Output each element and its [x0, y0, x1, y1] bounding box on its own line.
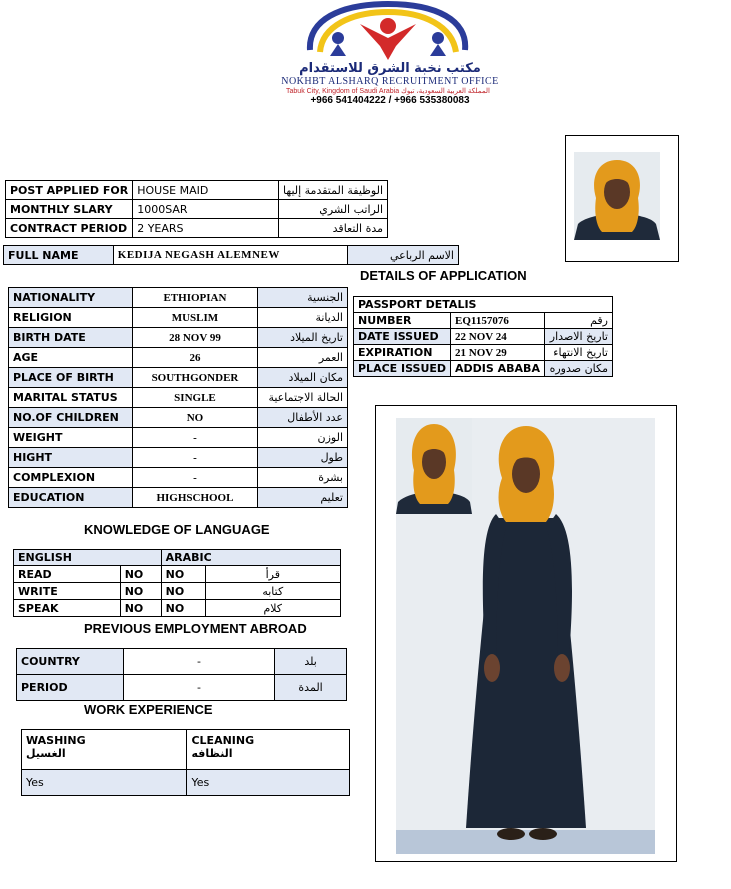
- personal-label: HIGHT: [9, 448, 133, 468]
- personal-row: [9, 328, 348, 348]
- contract-label-arabic: مدة التعاقد: [279, 219, 388, 238]
- passport-title: PASSPORT DETALIS: [354, 297, 613, 313]
- personal-label: COMPLEXION: [9, 468, 133, 488]
- employment-label-arabic: بلد: [275, 649, 347, 675]
- employment-value: -: [123, 649, 274, 675]
- personal-row: [9, 288, 348, 308]
- cleaning-label-arabic: النظافه: [191, 747, 233, 760]
- passport-value: 21 NOV 29: [451, 345, 545, 361]
- language-skill-label: READ: [14, 566, 121, 583]
- post-label-arabic: الوظيفة المتقدمة إليها: [279, 181, 388, 200]
- contract-value: 2 YEARS: [133, 219, 279, 238]
- language-skill-label: WRITE: [14, 583, 121, 600]
- employment-row: [17, 675, 347, 701]
- personal-label-arabic: بشرة: [258, 468, 348, 488]
- contract-label: CONTRACT PERIOD: [6, 219, 133, 238]
- language-row: [14, 600, 341, 617]
- language-skill-label-arabic: كتابه: [205, 583, 340, 600]
- personal-label: MARITAL STATUS: [9, 388, 133, 408]
- personal-value: SINGLE: [132, 388, 257, 408]
- employment-label: COUNTRY: [17, 649, 124, 675]
- experience-cleaning-label: [187, 730, 350, 770]
- personal-value: ETHIOPIAN: [132, 288, 257, 308]
- personal-label-arabic: الوزن: [258, 428, 348, 448]
- language-skill-label-arabic: كلام: [205, 600, 340, 617]
- language-table: [13, 549, 341, 617]
- personal-value: 28 NOV 99: [132, 328, 257, 348]
- passport-value: EQ1157076: [451, 313, 545, 329]
- full-name-table: [3, 245, 459, 265]
- personal-row: [9, 428, 348, 448]
- cleaning-label: CLEANING: [191, 734, 255, 747]
- personal-details-table: [8, 287, 348, 508]
- passport-value: 22 NOV 24: [451, 329, 545, 345]
- cleaning-value: Yes: [187, 770, 350, 796]
- language-arabic-value: NO: [161, 583, 205, 600]
- passport-row: [354, 345, 613, 361]
- language-row: [14, 583, 341, 600]
- passport-row: [354, 329, 613, 345]
- language-title: KNOWLEDGE OF LANGUAGE: [84, 522, 270, 537]
- personal-label-arabic: عدد الأطفال: [258, 408, 348, 428]
- details-title: DETAILS OF APPLICATION: [360, 268, 527, 283]
- personal-label-arabic: العمر: [258, 348, 348, 368]
- portrait-photo-frame: [565, 135, 679, 262]
- passport-label: PLACE ISSUED: [354, 361, 451, 377]
- language-english-value: NO: [120, 583, 161, 600]
- washing-label: WASHING: [26, 734, 86, 747]
- employment-value: -: [123, 675, 274, 701]
- salary-value: 1000SAR: [133, 200, 279, 219]
- personal-value: -: [132, 468, 257, 488]
- language-arabic-value: NO: [161, 600, 205, 617]
- employment-table: [16, 648, 347, 701]
- personal-label-arabic: الديانة: [258, 308, 348, 328]
- personal-label-arabic: مكان الميلاد: [258, 368, 348, 388]
- language-arabic-value: NO: [161, 566, 205, 583]
- experience-title: WORK EXPERIENCE: [84, 702, 213, 717]
- personal-label: NO.OF CHILDREN: [9, 408, 133, 428]
- passport-label-arabic: تاريخ الاصدار: [545, 329, 613, 345]
- employment-label: PERIOD: [17, 675, 124, 701]
- personal-value: SOUTHGONDER: [132, 368, 257, 388]
- passport-label-arabic: مكان صدوره: [545, 361, 613, 377]
- personal-value: -: [132, 448, 257, 468]
- language-skill-label: SPEAK: [14, 600, 121, 617]
- passport-label: DATE ISSUED: [354, 329, 451, 345]
- full-name-label: FULL NAME: [4, 246, 114, 265]
- personal-row: [9, 448, 348, 468]
- passport-label: NUMBER: [354, 313, 451, 329]
- full-name-value: KEDIJA NEGASH ALEMNEW: [113, 246, 348, 265]
- language-english-value: NO: [120, 600, 161, 617]
- washing-value: Yes: [22, 770, 187, 796]
- language-english-value: NO: [120, 566, 161, 583]
- passport-row: [354, 313, 613, 329]
- portrait-photo: [574, 152, 660, 240]
- passport-table: [353, 296, 613, 377]
- language-row: [14, 566, 341, 583]
- experience-table: [21, 729, 350, 796]
- full-body-photo: [396, 418, 655, 854]
- personal-label-arabic: تاريخ الميلاد: [258, 328, 348, 348]
- personal-value: HIGHSCHOOL: [132, 488, 257, 508]
- personal-label-arabic: طول: [258, 448, 348, 468]
- agency-name-english: NOKHBT ALSHARQ RECRUITMENT OFFICE: [281, 76, 499, 87]
- personal-label: WEIGHT: [9, 428, 133, 448]
- personal-value: NO: [132, 408, 257, 428]
- personal-row: [9, 348, 348, 368]
- passport-value: ADDIS ABABA: [451, 361, 545, 377]
- passport-label: EXPIRATION: [354, 345, 451, 361]
- agency-name-arabic: مكتب نخبة الشرق للاستقدام: [299, 61, 481, 76]
- personal-row: [9, 488, 348, 508]
- personal-label: AGE: [9, 348, 133, 368]
- salary-label-arabic: الراتب الشري: [279, 200, 388, 219]
- personal-label: BIRTH DATE: [9, 328, 133, 348]
- full-name-label-arabic: الاسم الرباعي: [348, 246, 459, 265]
- personal-label-arabic: الجنسية: [258, 288, 348, 308]
- passport-label-arabic: تاريخ الانتهاء: [545, 345, 613, 361]
- salary-label: MONTHLY SLARY: [6, 200, 133, 219]
- personal-row: [9, 368, 348, 388]
- agency-logo: [300, 0, 475, 62]
- personal-label: EDUCATION: [9, 488, 133, 508]
- employment-label-arabic: المدة: [275, 675, 347, 701]
- personal-value: -: [132, 428, 257, 448]
- personal-label: NATIONALITY: [9, 288, 133, 308]
- employment-title: PREVIOUS EMPLOYMENT ABROAD: [84, 621, 307, 636]
- personal-row: [9, 388, 348, 408]
- passport-label-arabic: رقم: [545, 313, 613, 329]
- personal-label: RELIGION: [9, 308, 133, 328]
- experience-washing-label: [22, 730, 187, 770]
- employment-row: [17, 649, 347, 675]
- personal-row: [9, 308, 348, 328]
- personal-label-arabic: تعليم: [258, 488, 348, 508]
- language-col-arabic: ARABIC: [161, 550, 340, 566]
- language-skill-label-arabic: قرأ: [205, 566, 340, 583]
- full-body-photo-frame: [375, 405, 677, 862]
- personal-label-arabic: الحالة الاجتماعية: [258, 388, 348, 408]
- application-table: [5, 180, 388, 238]
- agency-phones: +966 541404222 / +966 535380083: [310, 95, 470, 106]
- washing-label-arabic: الغسيل: [26, 747, 66, 760]
- post-value: HOUSE MAID: [133, 181, 279, 200]
- personal-row: [9, 408, 348, 428]
- agency-address: Tabuk City, Kingdom of Saudi Arabia المملكة العربية السعودية، تبوك: [286, 88, 490, 95]
- personal-label: PLACE OF BIRTH: [9, 368, 133, 388]
- passport-row: [354, 361, 613, 377]
- language-col-english: ENGLISH: [14, 550, 162, 566]
- personal-row: [9, 468, 348, 488]
- post-label: POST APPLIED FOR: [6, 181, 133, 200]
- personal-value: MUSLIM: [132, 308, 257, 328]
- personal-value: 26: [132, 348, 257, 368]
